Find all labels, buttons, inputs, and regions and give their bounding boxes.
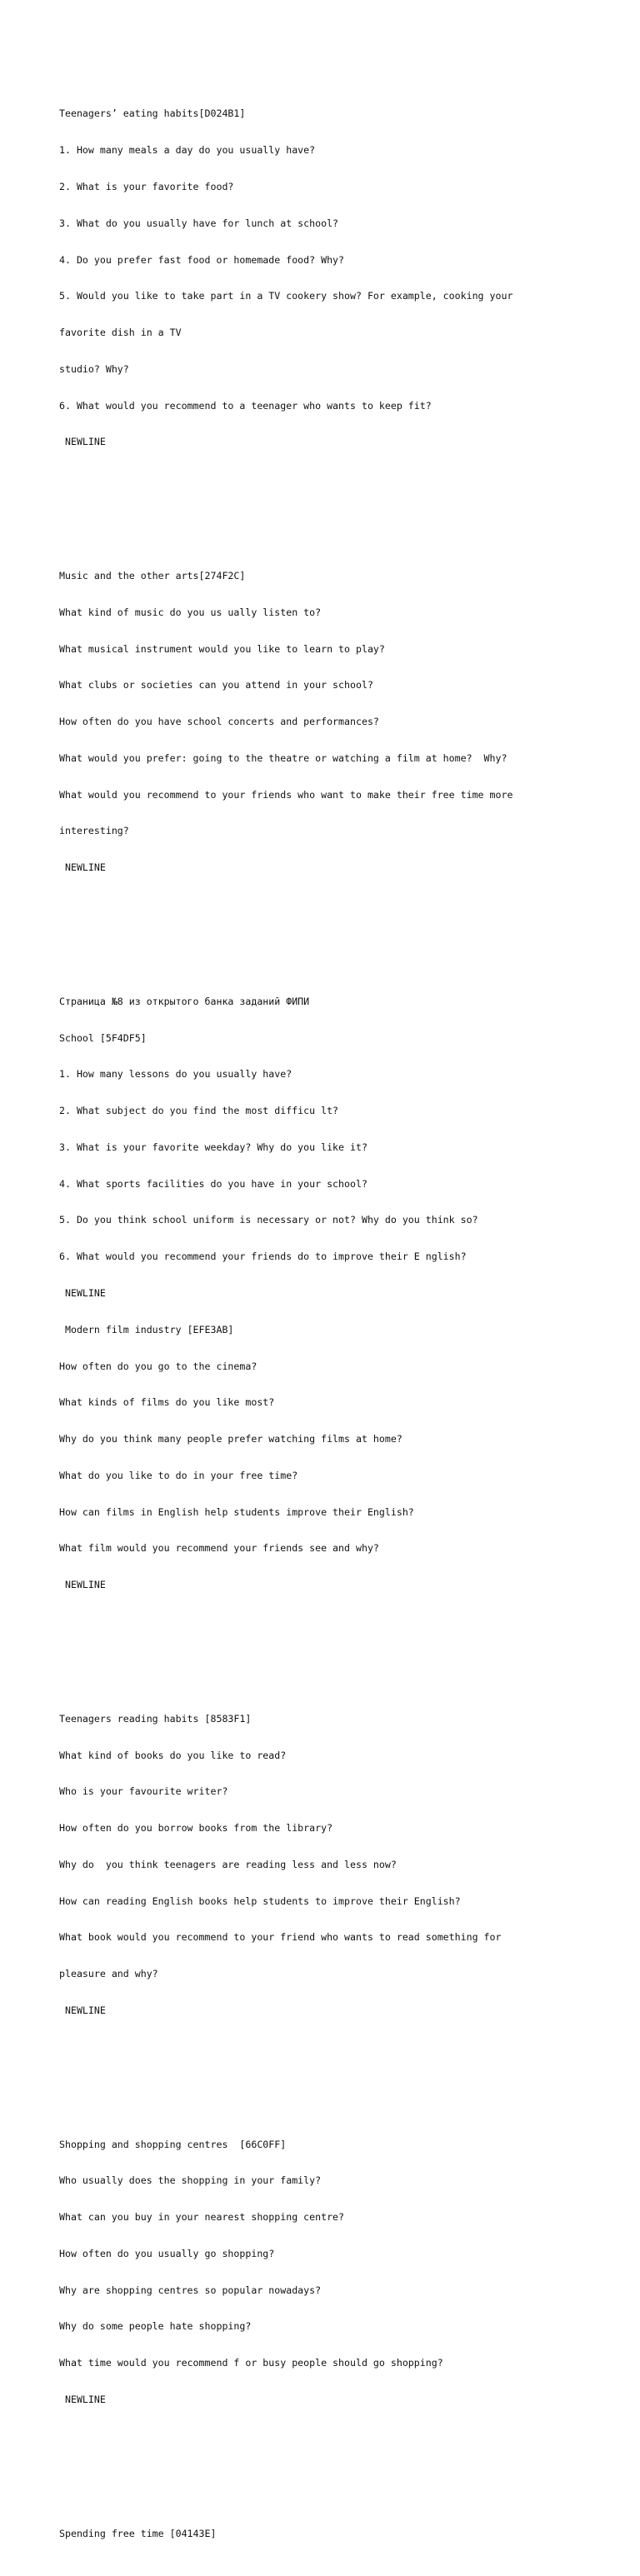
question-line: What would you prefer: going to the theatre or watching a film at home? Why? <box>59 751 508 764</box>
question-line: Why do you think teenagers are reading less and less now? <box>59 1858 397 1870</box>
question-line: Why do some people hate shopping? <box>59 2320 252 2333</box>
question-line: 4. Do you prefer fast food or homemade food? Why? <box>59 253 345 266</box>
blank-line <box>59 497 609 509</box>
section-heading: Music and the other arts[274F2C] <box>59 569 246 582</box>
question-line: What film would you recommend your friends see and why? <box>59 1542 379 1555</box>
section-heading: Spending free time [04143E] <box>59 2527 217 2539</box>
section-heading: Teenagers reading habits [8583F1] <box>59 1712 252 1725</box>
newline-marker: NEWLINE <box>59 861 106 874</box>
blank-line <box>59 2454 609 2467</box>
section-eating-habits <box>59 83 609 472</box>
question-line: 5. Do you think school uniform is necessary or not? Why do you think so? <box>59 1214 478 1226</box>
newline-marker: NEWLINE <box>59 1579 106 1591</box>
blank-line <box>59 1640 609 1652</box>
question-line: How often do you have school concerts and performances? <box>59 716 379 728</box>
newline-marker: NEWLINE <box>59 2004 106 2016</box>
blank-line <box>59 922 609 935</box>
section-school-and-film <box>59 971 609 1615</box>
question-line: How can films in English help students improve their English? <box>59 1505 414 1518</box>
section-free-time <box>59 2503 609 2564</box>
document-page <box>59 59 609 2576</box>
section-heading: Shopping and shopping centres [66C0FF] <box>59 2138 287 2150</box>
newline-marker: NEWLINE <box>59 1286 106 1299</box>
question-line: What kinds of films do you like most? <box>59 1396 275 1409</box>
question-line: Who is your favourite writer? <box>59 1785 228 1798</box>
question-line: How can reading English books help students to improve their English? <box>59 1895 461 1907</box>
question-line: pleasure and why? <box>59 1968 158 1980</box>
question-line: 2. What subject do you find the most difficu lt? <box>59 1105 339 1117</box>
question-line: What time would you recommend f or busy people should go shopping? <box>59 2357 443 2369</box>
question-line: What clubs or societies can you attend in your school? <box>59 679 373 691</box>
newline-marker: NEWLINE <box>59 2394 106 2405</box>
section-shopping <box>59 2114 609 2429</box>
question-line: How often do you go to the cinema? <box>59 1360 258 1372</box>
question-line: 6. What would you recommend to a teenager who wants to keep fit? <box>59 399 432 412</box>
question-line: What can you buy in your nearest shopping centre? <box>59 2211 345 2224</box>
section-heading: Modern film industry [EFE3AB] <box>59 1323 234 1335</box>
question-line: 1. How many lessons do you usually have? <box>59 1068 292 1081</box>
question-line: favorite dish in a TV <box>59 327 182 339</box>
question-line: What book would you recommend to your friend who wants to read something for <box>59 1931 502 1944</box>
question-line: 6. What would you recommend your friends do to improve their E nglish? <box>59 1251 467 1263</box>
question-line: 4. What sports facilities do you have in your school? <box>59 1177 368 1190</box>
section-reading-habits <box>59 1689 609 2041</box>
newline-marker: NEWLINE <box>59 436 106 448</box>
question-line: Why are shopping centres so popular nowadays? <box>59 2284 322 2296</box>
question-line: studio? Why? <box>59 362 129 375</box>
question-line: How often do you borrow books from the library? <box>59 1822 333 1835</box>
question-line: What kind of books do you like to read? <box>59 1749 287 1761</box>
question-line: What musical instrument would you like to learn to play? <box>59 642 385 655</box>
question-line: 3. What do you usually have for lunch at school? <box>59 217 339 229</box>
question-line: 2. What is your favorite food? <box>59 180 234 192</box>
question-line: 1. How many meals a day do you usually have? <box>59 144 316 157</box>
question-line: Why do you think many people prefer watching films at home? <box>59 1433 402 1445</box>
page-header-note: Страница №8 из открытого банка заданий ФИПИ <box>59 995 310 1007</box>
question-line: What do you like to do in your free time? <box>59 1469 298 1481</box>
question-line: Who usually does the shopping in your family? <box>59 2174 322 2187</box>
section-music-arts <box>59 546 609 898</box>
question-line: How often do you usually go shopping? <box>59 2247 275 2259</box>
question-line: 5. Would you like to take part in a TV cookery show? For example, cooking your <box>59 290 513 302</box>
question-line: 3. What is your favorite weekday? Why do you like it? <box>59 1141 368 1153</box>
question-line: interesting? <box>59 825 129 837</box>
blank-line <box>59 2065 609 2078</box>
section-heading: School [5F4DF5] <box>59 1031 147 1044</box>
question-line: What kind of music do you us ually listen to? <box>59 606 322 618</box>
question-line: What would you recommend to your friends who want to make their free time more <box>59 788 513 801</box>
section-heading: Teenagers’ eating habits[D024B1] <box>59 107 246 120</box>
